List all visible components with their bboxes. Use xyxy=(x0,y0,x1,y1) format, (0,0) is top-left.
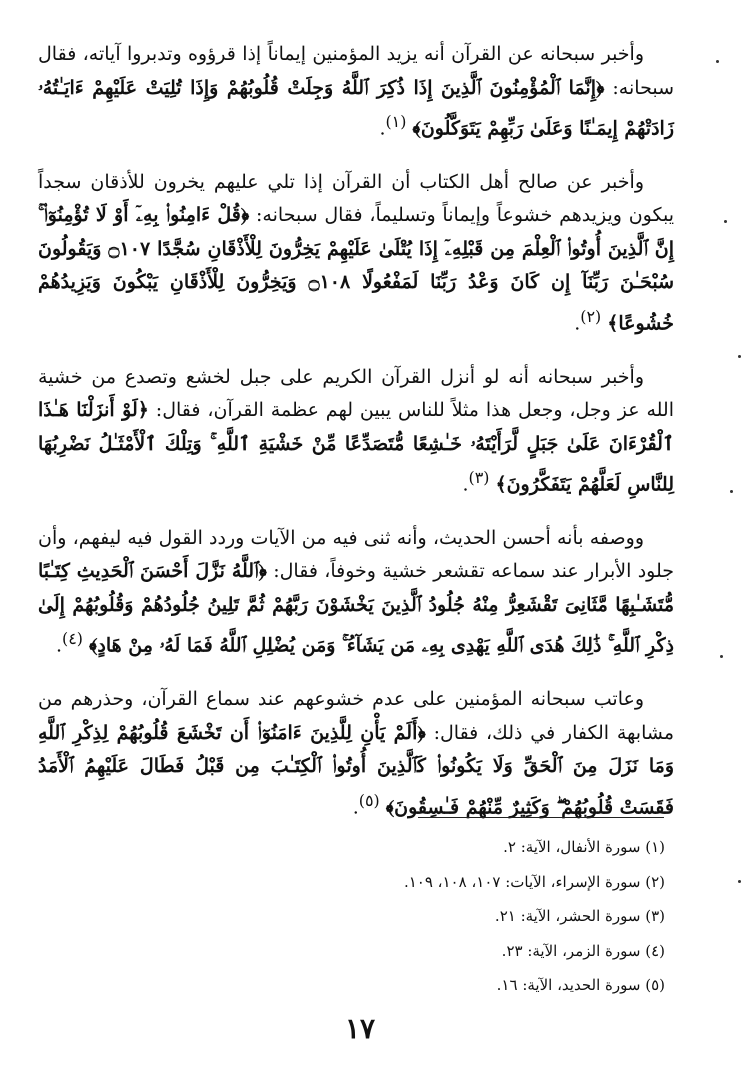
footnote-item: (١) سورة الأنفال، الآية: ٢. xyxy=(503,838,665,856)
quran-verse: ﴿قُلْ ءَامِنُوا۟ بِهِۦٓ أَوْ لَا تُؤْمِنُوٓا۟ ۚ إِنَّ ٱلَّذِينَ أُوتُوا۟ ٱلْعِلْمَ مِن قَبْلِهِۦٓ إِذَا يُتْلَىٰ عَلَيْهِمْ يَخِرُّونَ لِلْأَذْقَانِ سُجَّدًا ۝١٠٧ وَيَقُولُونَ سُبْحَـٰنَ رَبِّنَآ إِن كَانَ وَعْدُ رَبِّنَا لَمَفْعُولًا ۝١٠٨ وَيَخِرُّونَ لِلْأَذْقَانِ يَبْكُونَ وَيَزِيدُهُمْ خُشُوعًا﴾ xyxy=(38,204,674,335)
quran-verse: ﴿أَلَمْ يَأْنِ لِلَّذِينَ ءَامَنُوٓا۟ أَن تَخْشَعَ قُلُوبُهُمْ لِذِكْرِ ٱللَّهِ وَمَا نَزَلَ مِنَ ٱلْحَقِّ وَلَا يَكُونُوا۟ كَٱلَّذِينَ أُوتُوا۟ ٱلْكِتَـٰبَ مِن قَبْلُ فَطَالَ عَلَيْهِمُ ٱلْأَمَدُ فَقَسَتْ قُلُوبُهُمْ ۖ وَكَثِيرٌ مِّنْهُمْ فَـٰسِقُونَ﴾ xyxy=(38,721,674,819)
paragraph-text: ووصفه بأنه أحسن الحديث، وأنه ثنى فيه من الآيات وردد القول فيه ليفهم، وأن جلود الأبرار عند سماعه تقشعر خشية وخوفاً، فقال: xyxy=(38,526,675,583)
footnote-ref: (٢) xyxy=(580,306,602,326)
paragraph-3: وأخبر سبحانه أنه لو أنزل القرآن الكريم على جبل لخشع وتصدع من خشية الله عز وجل، وجعل هذا مثلاً للناس يبين لهم عظمة القرآن، فقال: ﴿لَوْ أَنزَلْنَا هَـٰذَا ٱلْقُرْءَانَ عَلَىٰ جَبَلٍ لَّرَأَيْتَهُۥ خَـٰشِعًا مُّتَصَدِّعًا مِّنْ خَشْيَةِ ٱللَّهِ ۚ وَتِلْكَ ٱلْأَمْثَـٰلُ نَضْرِبُهَا لِلنَّاسِ لَعَلَّهُمْ يَتَفَكَّرُونَ﴾ $^{(٣)}$. xyxy=(38,365,674,496)
paragraph-2: وأخبر عن صالح أهل الكتاب أن القرآن إذا تلي عليهم يخرون للأذقان سجداً يبكون ويزيدهم خشوعاً وإيماناً وتسليماً، فقال سبحانه: ﴿قُلْ ءَامِنُوا۟ بِهِۦٓ أَوْ لَا تُؤْمِنُوٓا۟ ۚ إِنَّ ٱلَّذِينَ أُوتُوا۟ ٱلْعِلْمَ مِن قَبْلِهِۦٓ إِذَا يُتْلَىٰ عَلَيْهِمْ يَخِرُّونَ لِلْأَذْقَانِ سُجَّدًا ۝١٠٧ وَيَقُولُونَ سُبْحَـٰنَ رَبِّنَآ إِن كَانَ وَعْدُ رَبِّنَا لَمَفْعُولًا ۝١٠٨ وَيَخِرُّونَ لِلْأَذْقَانِ يَبْكُونَ وَيَزِيدُهُمْ خُشُوعًا﴾ $^{(٢)}$. xyxy=(38,170,674,335)
footnote-ref: (٣) xyxy=(468,468,490,488)
scan-speck xyxy=(730,490,733,493)
scan-speck xyxy=(738,355,741,358)
scan-speck xyxy=(724,220,727,223)
footnote-ref: (١) xyxy=(385,112,407,131)
footnotes xyxy=(105,830,665,1003)
footnote-ref: (٤) xyxy=(62,629,83,649)
footnote-divider xyxy=(418,817,664,818)
paragraph-text: وأخبر سبحانه عن القرآن أنه يزيد المؤمنين إيماناً إذا قرؤوه وتدبروا آياته، فقال سبحانه: xyxy=(38,43,674,99)
paragraph-text: وأخبر عن صالح أهل الكتاب أن القرآن إذا تلي عليهم يخرون للأذقان سجداً يبكون ويزيدهم خشوعاً وإيماناً وتسليماً، فقال سبحانه: xyxy=(38,170,674,227)
paragraph-4: ووصفه بأنه أحسن الحديث، وأنه ثنى فيه من الآيات وردد القول فيه ليفهم، وأن جلود الأبرار عند سماعه تقشعر خشية وخوفاً، فقال: ﴿ٱللَّهُ نَزَّلَ أَحْسَنَ ٱلْحَدِيثِ كِتَـٰبًا مُّتَشَـٰبِهًا مَّثَانِىَ تَقْشَعِرُّ مِنْهُ جُلُودُ ٱلَّذِينَ يَخْشَوْنَ رَبَّهُمْ ثُمَّ تَلِينُ جُلُودُهُمْ وَقُلُوبُهُمْ إِلَىٰ ذِكْرِ ٱللَّهِ ۚ ذَٰلِكَ هُدَى ٱللَّهِ يَهْدِى بِهِۦ مَن يَشَآءُ ۚ وَمَن يُضْلِلِ ٱللَّهُ فَمَا لَهُۥ مِنْ هَادٍ﴾ $^{(٤)}$. xyxy=(38,526,675,657)
paragraph-5: وعاتب سبحانه المؤمنين على عدم خشوعهم عند سماع القرآن، وحذرهم من مشابهة الكفار في ذلك، فقال: ﴿أَلَمْ يَأْنِ لِلَّذِينَ ءَامَنُوٓا۟ أَن تَخْشَعَ قُلُوبُهُمْ لِذِكْرِ ٱللَّهِ وَمَا نَزَلَ مِنَ ٱلْحَقِّ وَلَا يَكُونُوا۟ كَٱلَّذِينَ أُوتُوا۟ ٱلْكِتَـٰبَ مِن قَبْلُ فَطَالَ عَلَيْهِمُ ٱلْأَمَدُ فَقَسَتْ قُلُوبُهُمْ ۖ وَكَثِيرٌ مِّنْهُمْ فَـٰسِقُونَ﴾ $^{(٥)}$. xyxy=(38,688,675,819)
paragraph-1: وأخبر سبحانه عن القرآن أنه يزيد المؤمنين إيماناً إذا قرؤوه وتدبروا آياته، فقال سبحانه: ﴿إِنَّمَا ٱلْمُؤْمِنُونَ ٱلَّذِينَ إِذَا ذُكِرَ ٱللَّهُ وَجِلَتْ قُلُوبُهُمْ وَإِذَا تُلِيَتْ عَلَيْهِمْ ءَايَـٰتُهُۥ زَادَتْهُمْ إِيمَـٰنًا وَعَلَىٰ رَبِّهِمْ يَتَوَكَّلُونَ﴾ $^{(١)}$. xyxy=(38,43,674,140)
scan-speck xyxy=(716,60,719,63)
page-number: ١٧ xyxy=(344,1012,376,1045)
quran-verse: ﴿إِنَّمَا ٱلْمُؤْمِنُونَ ٱلَّذِينَ إِذَا ذُكِرَ ٱللَّهُ وَجِلَتْ قُلُوبُهُمْ وَإِذَا تُلِيَتْ عَلَيْهِمْ ءَايَـٰتُهُۥ زَادَتْهُمْ إِيمَـٰنًا وَعَلَىٰ رَبِّهِمْ يَتَوَكَّلُونَ﴾ xyxy=(38,76,674,140)
footnote-item: (٤) سورة الزمر، الآية: ٢٣. xyxy=(501,941,665,960)
footnote-item: (٢) سورة الإسراء، الآيات: ١٠٧، ١٠٨، ١٠٩. xyxy=(403,872,665,891)
quran-verse: ﴿ٱللَّهُ نَزَّلَ أَحْسَنَ ٱلْحَدِيثِ كِتَـٰبًا مُّتَشَـٰبِهًا مَّثَانِىَ تَقْشَعِرُّ مِنْهُ جُلُودُ ٱلَّذِينَ يَخْشَوْنَ رَبَّهُمْ ثُمَّ تَلِينُ جُلُودُهُمْ وَقُلُوبُهُمْ إِلَىٰ ذِكْرِ ٱللَّهِ ۚ ذَٰلِكَ هُدَى ٱللَّهِ يَهْدِى بِهِۦ مَن يَشَآءُ ۚ وَمَن يُضْلِلِ ٱللَّهُ فَمَا لَهُۥ مِنْ هَادٍ﴾ xyxy=(38,560,674,657)
quran-verse: ﴿لَوْ أَنزَلْنَا هَـٰذَا ٱلْقُرْءَانَ عَلَىٰ جَبَلٍ لَّرَأَيْتَهُۥ خَـٰشِعًا مُّتَصَدِّعًا مِّنْ خَشْيَةِ ٱللَّهِ ۚ وَتِلْكَ ٱلْأَمْثَـٰلُ نَضْرِبُهَا لِلنَّاسِ لَعَلَّهُمْ يَتَفَكَّرُونَ﴾ xyxy=(38,399,674,496)
paragraph-text: وعاتب سبحانه المؤمنين على عدم خشوعهم عند سماع القرآن، وحذرهم من مشابهة الكفار في ذلك، فقال: xyxy=(38,688,675,744)
page-body xyxy=(38,38,674,845)
scan-speck xyxy=(720,655,723,658)
footnote-item: (٥) سورة الحديد، الآية: ١٦. xyxy=(496,976,665,995)
paragraph-text: وأخبر سبحانه أنه لو أنزل القرآن الكريم على جبل لخشع وتصدع من خشية الله عز وجل، وجعل هذا مثلاً للناس يبين لهم عظمة القرآن، فقال: xyxy=(38,365,674,422)
footnote-item: (٣) سورة الحشر، الآية: ٢١. xyxy=(494,907,665,926)
scan-speck xyxy=(738,880,741,883)
footnote-ref: (٥) xyxy=(358,790,380,810)
